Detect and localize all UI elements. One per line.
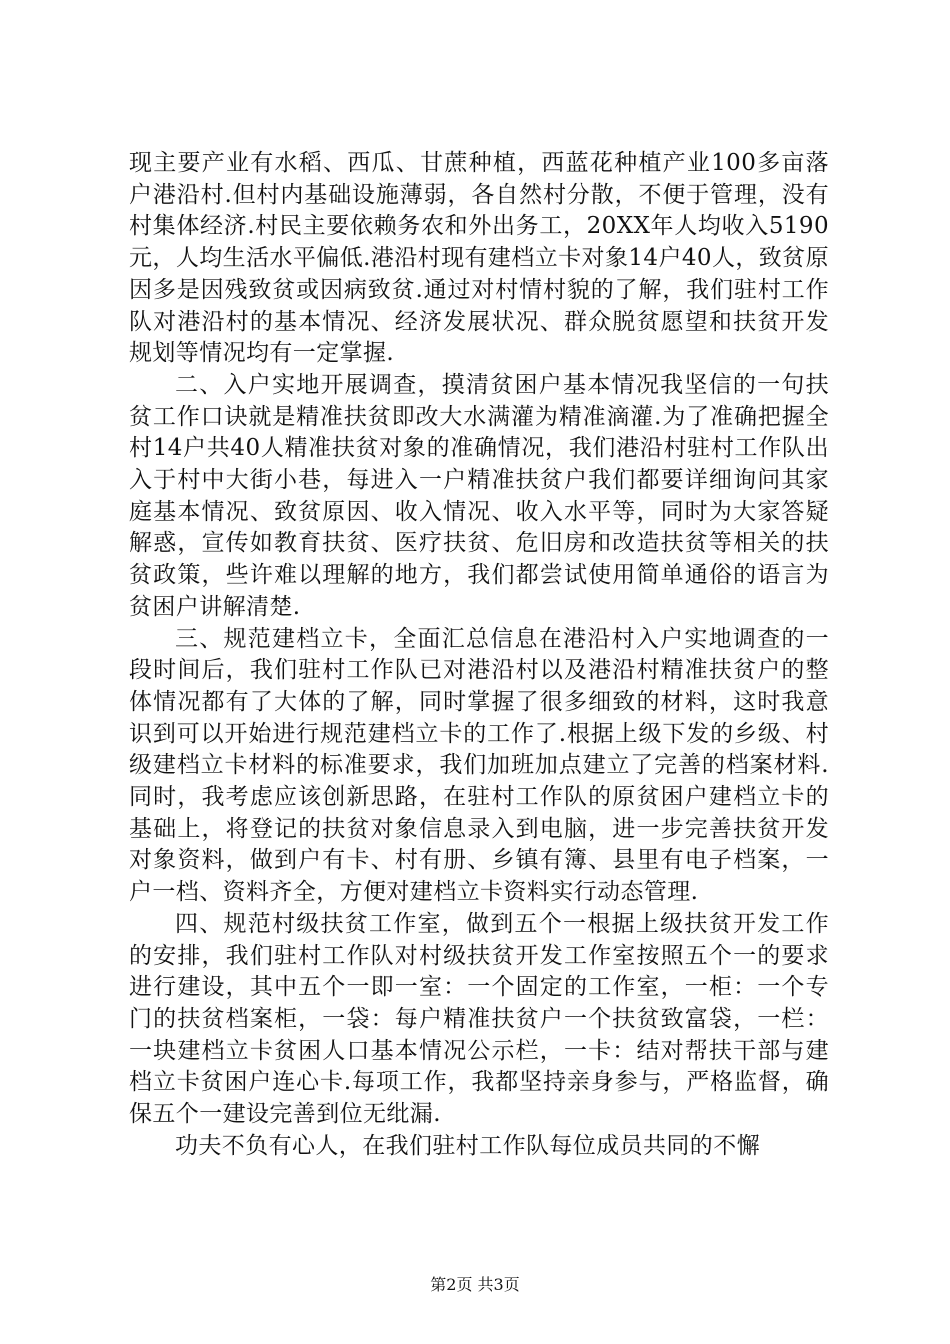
paragraph-section-three: 三、规范建档立卡，全面汇总信息在港沿村入户实地调查的一段时间后，我们驻村工作队已对港沿村以及港沿村精准扶贫户的整体情况都有了大体的了解，同时掌握了很多细致的材料，这时我意识到可以开始进行规范建档立卡的工作了.根据上级下发的乡级、村级建档立卡材料的标准要求，我们加班加点建立了完善的档案材料.同时，我考虑应该创新思路，在驻村工作队的原贫困户建档立卡的基础上，将登记的扶贫对象信息录入到电脑，进一步完善扶贫开发对象资料，做到户有卡、村有册、乡镇有簿、县里有电子档案，一户一档、资料齐全，方便对建档立卡资料实行动态管理. [129,625,829,906]
document-body [129,148,829,1163]
paragraph-continuation: 现主要产业有水稻、西瓜、甘蔗种植，西蓝花种植产业100多亩落户港沿村.但村内基础设施薄弱，各自然村分散，不便于管理，没有村集体经济.村民主要依赖务农和外出务工，20XX年人均收入5190元，人均生活水平偏低.港沿村现有建档立卡对象14户40人，致贫原因多是因残致贫或因病致贫.通过对村情村貌的了解，我们驻村工作队对港沿村的基本情况、经济发展状况、群众脱贫愿望和扶贫开发规划等情况均有一定掌握. [129,150,829,367]
page-footer: 第2页 共3页 [430,1275,520,1294]
paragraph-section-four: 四、规范村级扶贫工作室，做到五个一根据上级扶贫开发工作的安排，我们驻村工作队对村级扶贫开发工作室按照五个一的要求进行建设，其中五个一即一室：一个固定的工作室，一柜：一个专门的扶贫档案柜，一袋：每户精准扶贫户一个扶贫致富袋，一栏：一块建档立卡贫困人口基本情况公示栏，一卡：结对帮扶干部与建档立卡贫困户连心卡.每项工作，我都坚持亲身参与，严格监督，确保五个一建设完善到位无纰漏. [129,910,829,1128]
paragraph-closing: 功夫不负有心人，在我们驻村工作队每位成员共同的不懈 [175,1132,760,1159]
paragraph-section-two: 二、入户实地开展调查，摸清贫困户基本情况我坚信的一句扶贫工作口诀就是精准扶贫即改大水满灌为精准滴灌.为了准确把握全村14户共40人精准扶贫对象的准确情况，我们港沿村驻村工作队出入于村中大街小巷，每进入一户精准扶贫户我们都要详细询问其家庭基本情况、致贫原因、收入情况、收入水平等，同时为大家答疑解惑，宣传如教育扶贫、医疗扶贫、危旧房和改造扶贫等相关的扶贫政策，些许难以理解的地方，我们都尝试使用简单通俗的语言为贫困户讲解清楚. [129,371,829,620]
